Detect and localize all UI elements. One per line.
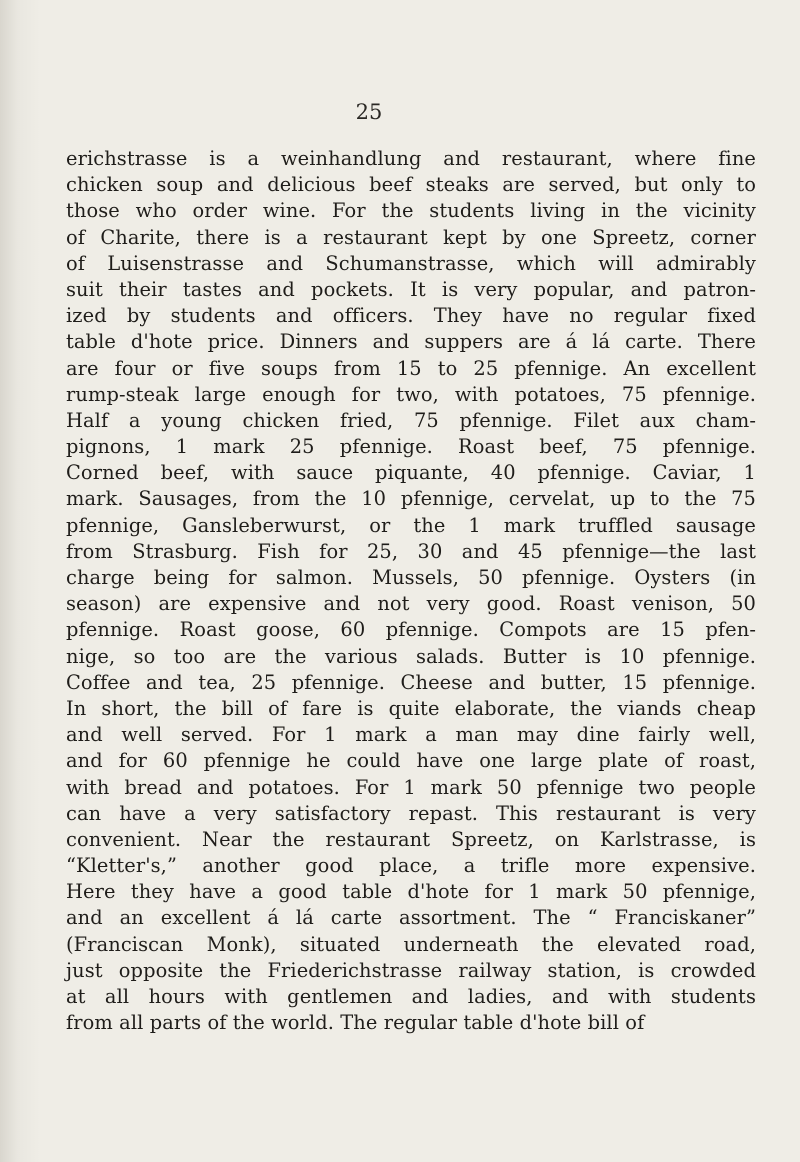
text-line: table d'hote price. Dinners and suppers are á lá carte. There <box>66 330 756 354</box>
text-line: pfennige. Roast goose, 60 pfennige. Compots are 15 pfen- <box>66 618 756 642</box>
text-line: Here they have a good table d'hote for 1 mark 50 pfennige, <box>66 880 756 904</box>
text-line: Coffee and tea, 25 pfennige. Cheese and butter, 15 pfennige. <box>66 670 756 694</box>
text-line: and well served. For 1 mark a man may dine fairly well, <box>66 723 756 747</box>
text-line: from Strasburg. Fish for 25, 30 and 45 pfennige—the last <box>66 539 756 563</box>
text-line: In short, the bill of fare is quite elaborate, the viands cheap <box>66 696 756 720</box>
text-line: and an excellent á lá carte assortment. The “ Franciskaner” <box>66 906 756 930</box>
text-line: from all parts of the world. The regular table d'hote bill of <box>66 1011 645 1035</box>
text-line: mark. Sausages, from the 10 pfennige, cervelat, up to the 75 <box>66 487 756 511</box>
text-line: chicken soup and delicious beef steaks are served, but only to <box>66 173 756 197</box>
text-line: those who order wine. For the students living in the vicinity <box>66 199 756 223</box>
text-line: season) are expensive and not very good. Roast venison, 50 <box>66 592 756 616</box>
text-line: Corned beef, with sauce piquante, 40 pfennige. Caviar, 1 <box>66 461 756 485</box>
text-line: of Charite, there is a restaurant kept by one Spreetz, corner <box>66 225 756 249</box>
text-line: charge being for salmon. Mussels, 50 pfennige. Oysters (in <box>66 566 756 589</box>
text-line: just opposite the Friederichstrasse railway station, is crowded <box>66 958 756 982</box>
body-text <box>66 146 756 1036</box>
text-line: convenient. Near the restaurant Spreetz, on Karlstrasse, is <box>66 827 756 851</box>
text-line: erichstrasse is a weinhandlung and restaurant, where fine <box>66 147 756 170</box>
text-line: ized by students and officers. They have no regular fixed <box>66 304 756 328</box>
text-line: pfennige, Gansleberwurst, or the 1 mark truffled sausage <box>66 513 756 537</box>
text-line: “Kletter's,” another good place, a trifle more expensive. <box>66 854 756 878</box>
text-line: of Luisenstrasse and Schumanstrasse, which will admirably <box>66 251 756 275</box>
text-line: suit their tastes and pockets. It is very popular, and patron- <box>66 277 756 301</box>
text-line: can have a very satisfactory repast. This restaurant is very <box>66 801 756 825</box>
text-line: pignons, 1 mark 25 pfennige. Roast beef, 75 pfennige. <box>66 435 756 459</box>
text-line: and for 60 pfennige he could have one large plate of roast, <box>66 749 756 773</box>
text-line: Half a young chicken fried, 75 pfennige. Filet aux cham- <box>66 408 756 432</box>
text-line: (Franciscan Monk), situated underneath the elevated road, <box>66 932 756 956</box>
text-line: are four or five soups from 15 to 25 pfennige. An excellent <box>66 356 756 380</box>
text-line: with bread and potatoes. For 1 mark 50 pfennige two people <box>66 775 756 799</box>
text-line: at all hours with gentlemen and ladies, and with students <box>66 985 756 1008</box>
text-line: nige, so too are the various salads. Butter is 10 pfennige. <box>66 644 756 668</box>
text-line: rump-steak large enough for two, with potatoes, 75 pfennige. <box>66 382 756 406</box>
page-number: 25 <box>355 100 383 124</box>
